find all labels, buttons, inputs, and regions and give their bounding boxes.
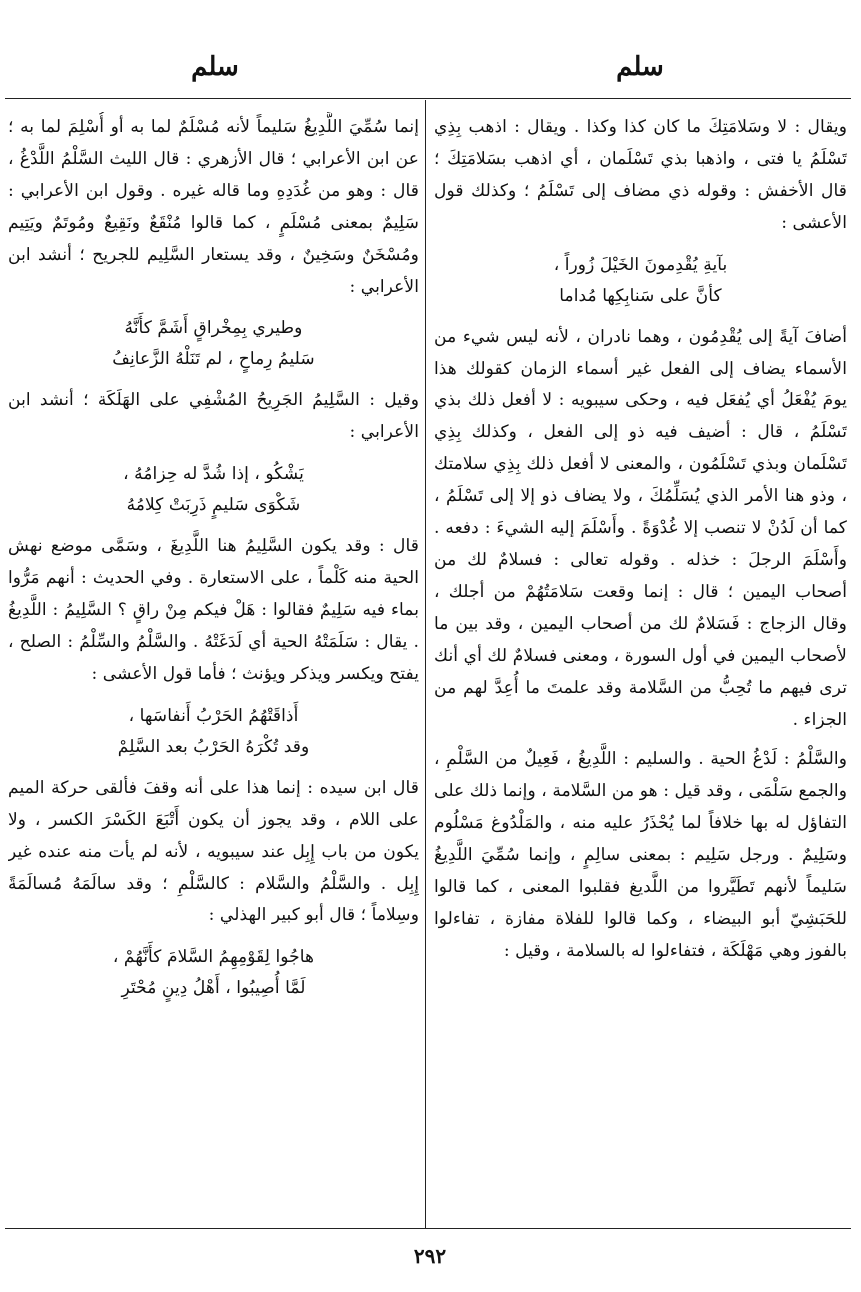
left-paragraph-3: قال : وقد يكون السَّلِيمُ هنا اللَّدِيغَ ، وسَمَّى موضع نهش الحية منه كَلْماً ، على الاستعارة . وفي الحديث : أنهم مَرُّوا بماء فيه سَلِيمٌ فقالوا : هَلْ فيكم مِنْ راقٍ ؟ السَّلِيمُ : اللَّدِيغُ . يقال : سَلَمَتْهُ الحية أي لَدَغَتْهُ . والسَّلْمُ والسِّلْمُ : الصلح ، يفتح ويكسر ويذكر ويؤنث ؛ فأما قول الأعشى :: [8, 536, 419, 684]
page-number: ٢٩٢: [413, 1244, 447, 1268]
right-verse-1: [434, 240, 847, 322]
right-paragraph-2: أضافَ آيةً إلى يُقْدِمُون ، وهما نادران ، لأنه ليس شيء من الأسماء يضاف إلى الفعل غير أسماء الزمان كقولك هذا يومَ يُفْعَلُ أي يُفعَل فيه ، وحكى سيبويه : لا أفعل ذلك بذي تَسْلَمُ ، قال : أضيف فيه ذو إلى الفعل ، وكذلك بِذِي تَسْلَمان وبذي تَسْلَمُون ، والمعنى لا أفعل ذلك بِذِي سلامتك ، وذو هنا الأمر الذي يُسَلِّمُكَ ، ولا يضاف ذو إلا إلى تَسْلَمُ ، كما أن لَدُنْ لا تنصب إلا غُدْوَةً . وأَسْلَمَ إليه الشيءَ : دفعه . وأَسْلَمَ الرجلَ : خذله . وقوله تعالى : فسلامٌ لك من أصحاب اليمين ؛ قال : إنما وقعت سَلامَتُهُمْ من أجلك ، وقال الزجاج : فَسَلامٌ لك من أصحاب اليمين ، وقد بين ما لأصحاب اليمين في أول السورة ، ومعنى فسلامٌ لك أي أنك ترى فيهم ما تُحِبُّ من السَّلامة وقد علمتَ ما أُعِدَّ لهم من الجزاء .: [434, 326, 847, 730]
column-divider: [425, 100, 426, 1228]
left-paragraph-4: قال ابن سيده : إنما هذا على أنه وقفَ فألقى حركة الميم على اللام ، وقد يجوز أن يكون أَتْبَعَ الكَسْرَ الكسر ، ولا يكون من باب إِبِل عند سيبويه ، لأنه لم يأت منه عنده غير إِبِل . والسَّلْمُ والسَّلام : كالسَّلْمِ ؛ وقد سالَمَهُ مُسالَمَةً وسِلاماً ؛ قال أبو كبير الهذلي :: [8, 777, 419, 926]
verse-line: شَكْوَى سَليمٍ ذَرِبَتْ كِلامُهُ: [126, 495, 301, 516]
verse-line: أَذاقَتْهُمُ الحَرْبُ أَنفاسَها ،: [128, 705, 299, 726]
right-column: [434, 112, 847, 1224]
verse-line: كأنَّ على سَنابِكِها مُداما: [559, 285, 722, 306]
left-verse-2: [8, 449, 419, 531]
verse-line: وقد تُكْرَهُ الحَرْبُ بعد السَّلِمْ: [117, 736, 310, 757]
verse-line: سَليمُ رِماحٍ ، لم تَنَلْهُ الزَّعانِفُ: [112, 349, 315, 370]
verse-line: لَمَّا أُصِيبُوا ، أَهْلُ دِينٍ مُحْتَرِ: [121, 978, 306, 999]
running-head-right: سلم: [616, 52, 664, 82]
right-paragraph-1: ويقال : لا وسَلامَتِكَ ما كان كذا وكذا . ويقال : اذهب بِذِي تَسْلَمُ يا فتى ، واذهبا بذي تَسْلَمان ، أي اذهب بسَلامَتِكَ ؛ قال الأخفش : وقوله ذي مضاف إلى تَسْلَمُ ؛ وكذلك قول الأعشى :: [434, 117, 847, 233]
running-head-left: سلم: [191, 52, 239, 82]
left-paragraph-2: وقيل : السَّلِيمُ الجَرِيحُ المُشْفِي على الهَلَكَة ؛ أنشد ابن الأعرابي :: [8, 390, 419, 443]
right-paragraph-3: والسَّلْمُ : لَدْغُ الحية . والسليم : اللَّدِيغُ ، فَعِيلٌ من السَّلْمِ ، والجمع سَلْمَى ، وقد قيل : هو من السَّلامة ، وإنما ذلك على التفاؤل له بها خلافاً لما يُحْذَرُ عليه منه ، والمَلْدُوغ مَسْلُوم وسَلِيمٌ . ورجل سَلِيم : بمعنى سالِمٍ ، وإنما سُمِّيَ اللَّدِيغُ سَليماً لأنهم تَطَيَّروا من اللَّديغ فقلبوا المعنى ، كما قالوا للحَبَشِيّ أبو البيضاء ، وكما قالوا للفلاة مفازة ، تفاءلوا بالفوز وهي مَهْلَكَة ، فتفاءلوا له بالسلامة ، وقيل :: [434, 749, 847, 961]
left-paragraph-1: إنما سُمِّيَ اللَّدِيغُ سَليماً لأنه مُسْلَمٌ لما به أو أُسْلِمَ لما به ؛ عن ابن الأعرابي ؛ قال الأزهري : قال الليث السَّلْمُ اللَّدْغُ ، قال : وهو من غُدَدِهِ وما قاله غيره . وقول ابن الأعرابي : سَلِيمٌ بمعنى مُسْلَمٍ ، كما قالوا مُنْقَعٌ ونَقِيعٌ ومُوتَمٌ ويَتِيم ومُسْخَنٌ وسَخِينٌ ، وقد يستعار السَّلِيم للجريح ؛ أنشد ابن الأعرابي :: [8, 117, 419, 297]
verse-line: يَشْكُو ، إذا شُدَّ له حِزامُهُ ،: [123, 464, 304, 485]
left-column: [8, 112, 419, 1224]
left-verse-4: [8, 932, 419, 1014]
page-header: [0, 52, 861, 92]
verse-line: وطيري بِمِخْراقٍ أَشَمَّ كأَنَّهُ: [124, 318, 303, 339]
verse-line: هاجُوا لِقَوْمِهِمُ السَّلامَ كأَنَّهُمْ ،: [112, 947, 315, 968]
bottom-rule: [5, 1228, 851, 1229]
top-rule: [5, 98, 851, 99]
left-verse-3: [8, 691, 419, 773]
left-verse-1: [8, 303, 419, 385]
verse-line: بآيةِ يُقْدِمونَ الخَيْلَ زُوراً ،: [553, 254, 728, 275]
